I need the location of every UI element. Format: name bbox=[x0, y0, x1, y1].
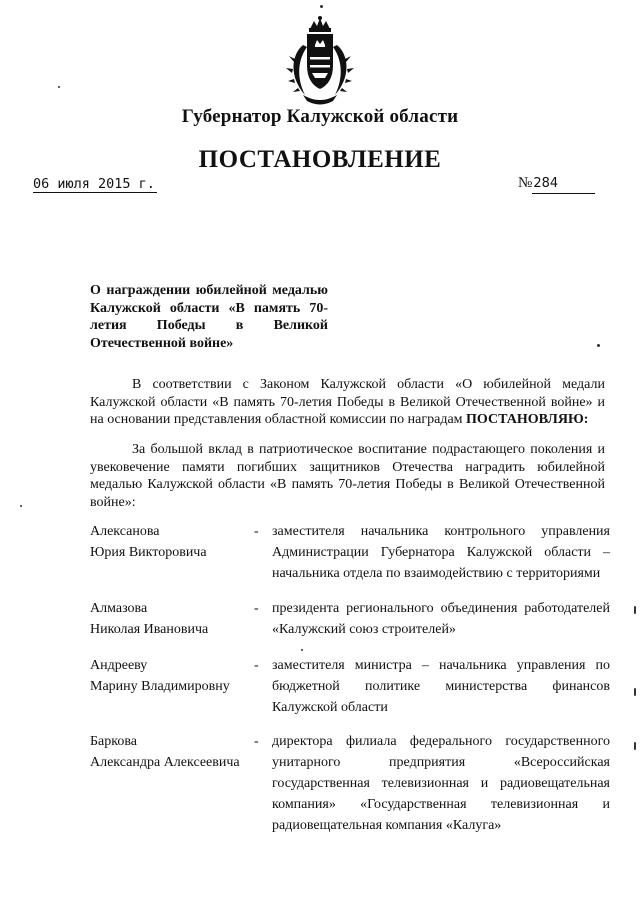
issuing-authority: Губернатор Калужской области bbox=[181, 106, 459, 127]
entry-dash: - bbox=[254, 658, 259, 673]
awardee-position: заместителя министра – начальника управления по бюджетной политике министерства финансов Калужской области bbox=[272, 658, 610, 715]
awardee-position: заместителя начальника контрольного управления Администрации Губернатора Калужской области – начальника отдела по взаимодействию с территориями bbox=[272, 524, 610, 581]
number-sign: № bbox=[518, 175, 533, 191]
awardee-position: президента регионального объединения работодателей «Калужский союз строителей» bbox=[272, 601, 610, 637]
awardee-surname: Алексанова bbox=[90, 524, 160, 539]
scan-speck bbox=[597, 344, 600, 347]
awardee-name bbox=[90, 521, 250, 563]
document-subject: О награждении юбилейной медалью Калужской области «В память 70-летия Победы в Великой Отечественной войне» bbox=[90, 283, 328, 351]
awardee-surname: Алмазова bbox=[90, 601, 148, 616]
awardee-position: директора филиала федерального государственного унитарного предприятия «Всероссийская государственная телевизионная и радиовещательная компания» «Государственная телевизионная и радиовещательная компания «Калуга» bbox=[272, 734, 610, 833]
scan-speck bbox=[634, 688, 636, 696]
coat-of-arms-icon bbox=[283, 15, 357, 105]
scan-speck bbox=[320, 5, 323, 8]
awardee-given-name: Юрия Викторовича bbox=[90, 545, 207, 560]
document-date: 06 июля 2015 г. bbox=[33, 176, 155, 192]
scan-speck bbox=[634, 742, 636, 750]
entry-dash: - bbox=[254, 734, 259, 749]
awardee-given-name: Марину Владимировну bbox=[90, 679, 230, 694]
scan-speck bbox=[634, 606, 636, 614]
awardee-name bbox=[90, 655, 250, 697]
preamble-text: В соответствии с Законом Калужской области «О юбилейной медали Калужской области «В память 70-летия Победы в Великой Отечественной войне» и на основании представления областной комиссии по наградам bbox=[90, 377, 605, 427]
entry-dash: - bbox=[254, 524, 259, 539]
scan-speck bbox=[58, 86, 60, 88]
awardee-given-name: Александра Алексеевича bbox=[90, 755, 240, 770]
entry-dash: - bbox=[254, 601, 259, 616]
awardee-surname: Андрееву bbox=[90, 658, 148, 673]
number-value: 284 bbox=[532, 175, 595, 194]
document-type-title: ПОСТАНОВЛЕНИЕ bbox=[198, 146, 442, 173]
award-paragraph: За большой вклад в патриотическое воспитание подрастающего поколения и увековечение памяти погибших защитников Отечества наградить юбилейной медалью Калужской области «В память 70-летия Победы в Великой Отечественной войне»: bbox=[90, 442, 605, 510]
document-number bbox=[518, 174, 604, 194]
awardee-given-name: Николая Ивановича bbox=[90, 622, 209, 637]
scan-speck bbox=[301, 649, 303, 651]
awardee-surname: Баркова bbox=[90, 734, 137, 749]
resolve-keyword: ПОСТАНОВЛЯЮ: bbox=[466, 412, 589, 427]
awardee-name bbox=[90, 598, 250, 640]
awardee-name bbox=[90, 731, 250, 773]
preamble-paragraph bbox=[90, 376, 605, 429]
scan-speck bbox=[20, 505, 22, 507]
